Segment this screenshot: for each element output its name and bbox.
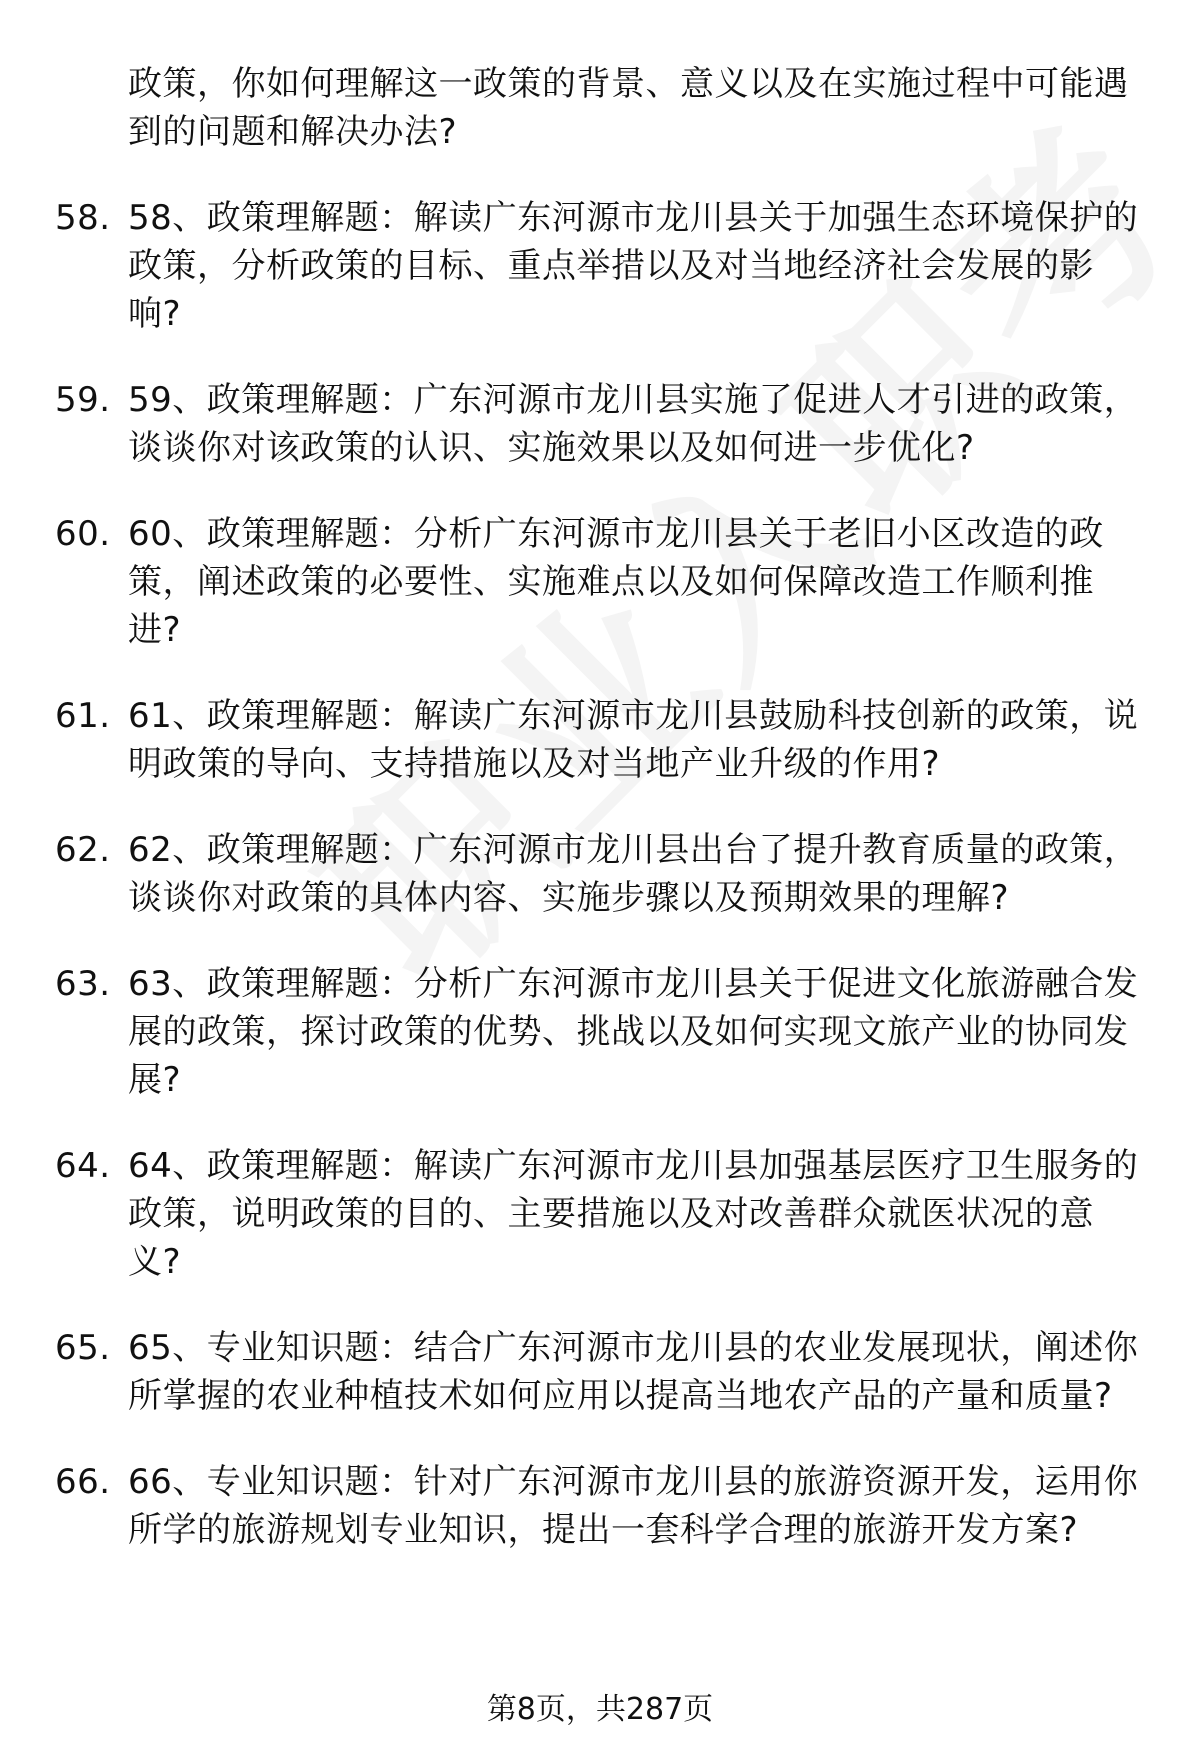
question-item-64 [0,1142,1200,1286]
question-number: 61. [55,696,111,736]
question-item-60 [0,510,1200,654]
question-text: 66、专业知识题：针对广东河源市龙川县的旅游资源开发，运用你所学的旅游规划专业知识，提出一套科学合理的旅游开发方案? [128,1462,1139,1550]
question-item-58 [0,194,1200,338]
question-number: 63. [55,964,111,1004]
question-text: 61、政策理解题：解读广东河源市龙川县鼓励科技创新的政策，说明政策的导向、支持措施以及对当地产业升级的作用? [128,696,1139,784]
continuation-text: 政策，你如何理解这一政策的背景、意义以及在实施过程中可能遇到的问题和解决办法? [128,64,1129,152]
question-item-62 [0,826,1200,922]
question-number: 59. [55,380,111,420]
question-item-59 [0,376,1200,472]
question-item-63 [0,960,1200,1104]
continuation-paragraph [0,60,1200,156]
question-number: 62. [55,830,111,870]
question-item-65 [0,1324,1200,1420]
question-number: 65. [55,1328,111,1368]
question-text: 63、政策理解题：分析广东河源市龙川县关于促进文化旅游融合发展的政策，探讨政策的优势、挑战以及如何实现文旅产业的协同发展? [128,964,1139,1100]
question-text: 60、政策理解题：分析广东河源市龙川县关于老旧小区改造的政策，阐述政策的必要性、实施难点以及如何保障改造工作顺利推进? [128,514,1104,650]
question-list [0,60,1200,1592]
question-item-66 [0,1458,1200,1554]
question-item-61 [0,692,1200,788]
question-number: 60. [55,514,111,554]
question-number: 66. [55,1462,111,1502]
page-number-label: 第8页，共287页 [486,1692,714,1727]
question-number: 64. [55,1146,111,1186]
question-text: 58、政策理解题：解读广东河源市龙川县关于加强生态环境保护的政策，分析政策的目标、重点举措以及对当地经济社会发展的影响? [128,198,1139,334]
question-text: 59、政策理解题：广东河源市龙川县实施了促进人才引进的政策，谈谈你对该政策的认识、实施效果以及如何进一步优化? [128,380,1139,468]
question-text: 64、政策理解题：解读广东河源市龙川县加强基层医疗卫生服务的政策，说明政策的目的、主要措施以及对改善群众就医状况的意义? [128,1146,1139,1282]
question-text: 65、专业知识题：结合广东河源市龙川县的农业发展现状，阐述你所掌握的农业种植技术如何应用以提高当地农产品的产量和质量? [128,1328,1139,1416]
page-footer [0,1690,1200,1730]
question-number: 58. [55,198,111,238]
question-text: 62、政策理解题：广东河源市龙川县出台了提升教育质量的政策，谈谈你对政策的具体内容、实施步骤以及预期效果的理解? [128,830,1139,918]
